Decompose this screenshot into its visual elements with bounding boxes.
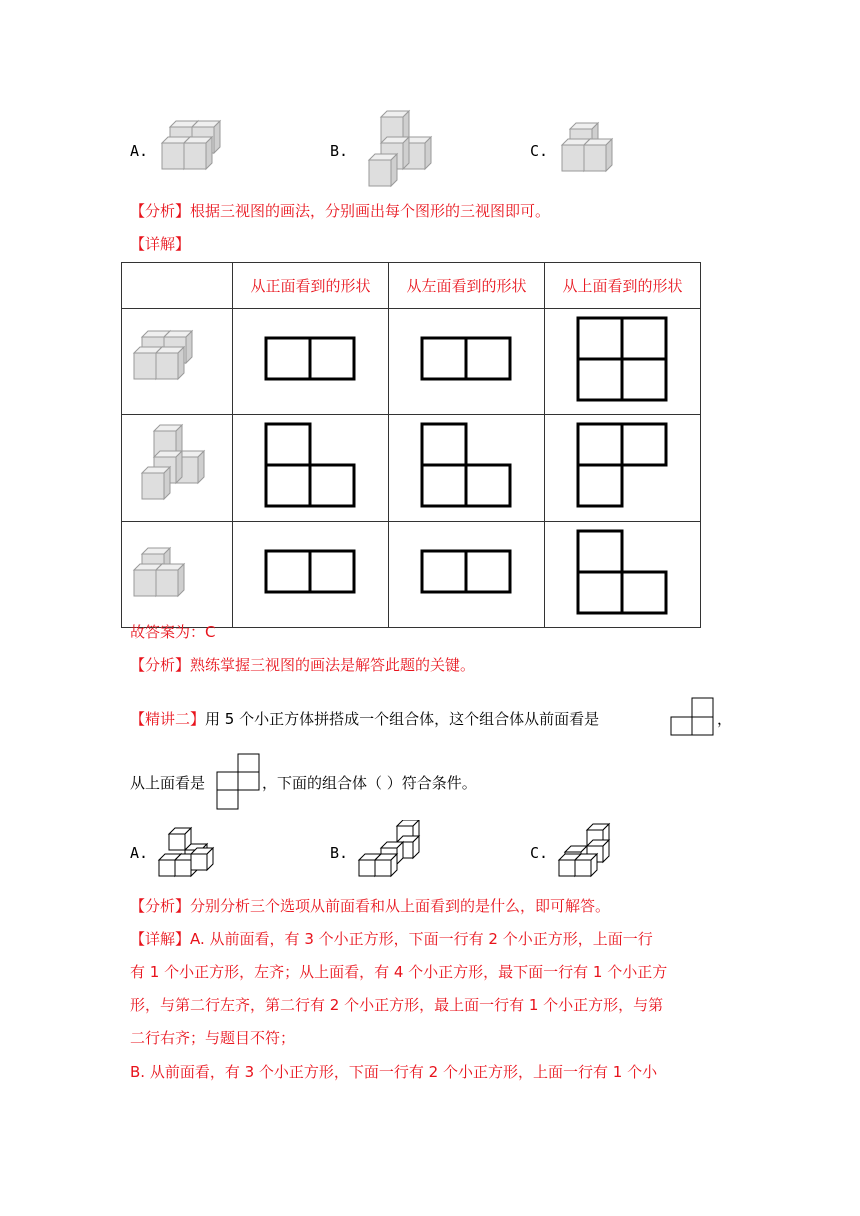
q1-detail-label: 【详解】 [130, 235, 191, 253]
top-view-c [545, 522, 700, 623]
table-header-top: 从上面看到的形状 [545, 263, 701, 309]
option-b-cube-figure [365, 108, 447, 190]
cube-figure-c [122, 522, 232, 623]
row-c-top-view [545, 522, 701, 628]
q1-analysis [130, 201, 550, 221]
q2-option-b-figure [357, 820, 433, 878]
cube-figure-a [122, 309, 232, 410]
q2-option-a-label: A. [130, 844, 149, 862]
q2-option-a-figure [157, 826, 223, 878]
table-header-empty [122, 263, 233, 309]
q2-question-line2 [130, 773, 205, 793]
row-b-left-view [389, 415, 545, 522]
row-a-left-view [389, 309, 545, 415]
top-view-a [545, 309, 700, 410]
option-c-label: C. [530, 142, 549, 160]
front-view-c [233, 522, 388, 623]
row-b-figure [122, 415, 233, 522]
q2-option-c-figure [557, 822, 627, 878]
row-a-front-view [233, 309, 389, 415]
option-a-label: A. [130, 142, 149, 160]
row-a-top-view [545, 309, 701, 415]
q1-summary [130, 655, 475, 675]
q2-detail-line2: 有 1 个小正方形，左齐；从上面看，有 4 个小正方形，最下面一行有 1 个小正方 [130, 963, 668, 981]
q2-text-part2-end: ，下面的组合体（ ）符合条件。 [262, 774, 477, 792]
q2-question-line1 [130, 709, 599, 729]
row-c-front-view [233, 522, 389, 628]
option-a-cube-figure [158, 118, 240, 174]
option-c-cube-figure [558, 120, 630, 176]
q2-text-part1-end: ， [717, 710, 733, 728]
q2-option-c-label: C. [530, 844, 549, 862]
top-view-hint-figure [215, 753, 261, 811]
three-view-table [121, 262, 701, 628]
q2-option-b-label: B. [330, 844, 349, 862]
q2-analysis [130, 896, 610, 916]
q2-analysis-text: 分别分析三个选项从前面看和从上面看到的是什么，即可解答。 [190, 897, 611, 915]
front-view-b [233, 415, 388, 517]
front-view-a [233, 309, 388, 410]
top-view-b [545, 415, 700, 517]
analysis-text: 根据三视图的画法，分别画出每个图形的三视图即可。 [190, 202, 551, 220]
option-b-label: B. [330, 142, 349, 160]
q2-text-part1: 用 5 个小正方体拼搭成一个组合体，这个组合体从前面看是 [205, 710, 600, 728]
q2-text-part2-start: 从上面看是 [130, 774, 206, 792]
q2-detail-line-b: B. 从前面看，有 3 个小正方形，下面一行有 2 个小正方形，上面一行有 1 个小 [130, 1063, 658, 1081]
q2-label: 【精讲二】 [130, 710, 206, 728]
analysis-label: 【分析】 [130, 202, 191, 220]
row-c-figure [122, 522, 233, 628]
left-view-a [389, 309, 544, 410]
q2-detail-line4: 二行右齐；与题目不符； [130, 1029, 296, 1047]
row-b-top-view [545, 415, 701, 522]
cube-figure-b [122, 415, 232, 517]
table-header-front: 从正面看到的形状 [233, 263, 389, 309]
q2-detail-line1 [130, 929, 653, 949]
q2-detail-label: 【详解】 [130, 930, 191, 948]
q2-detail-line3: 形，与第二行左齐，第二行有 2 个小正方形，最上面一行有 1 个小正方形，与第 [130, 996, 664, 1014]
q2-detail-text-1: A. 从前面看，有 3 个小正方形，下面一行有 2 个小正方形，上面一行 [190, 930, 653, 948]
left-view-b [389, 415, 544, 517]
row-a-figure [122, 309, 233, 415]
row-c-left-view [389, 522, 545, 628]
row-b-front-view [233, 415, 389, 522]
summary-text: 熟练掌握三视图的画法是解答此题的关键。 [190, 656, 476, 674]
table-header-left: 从左面看到的形状 [389, 263, 545, 309]
front-view-hint-figure [669, 697, 715, 737]
summary-label: 【分析】 [130, 656, 191, 674]
q2-analysis-label: 【分析】 [130, 897, 191, 915]
q1-answer: 故答案为：C [130, 623, 216, 641]
left-view-c [389, 522, 544, 623]
